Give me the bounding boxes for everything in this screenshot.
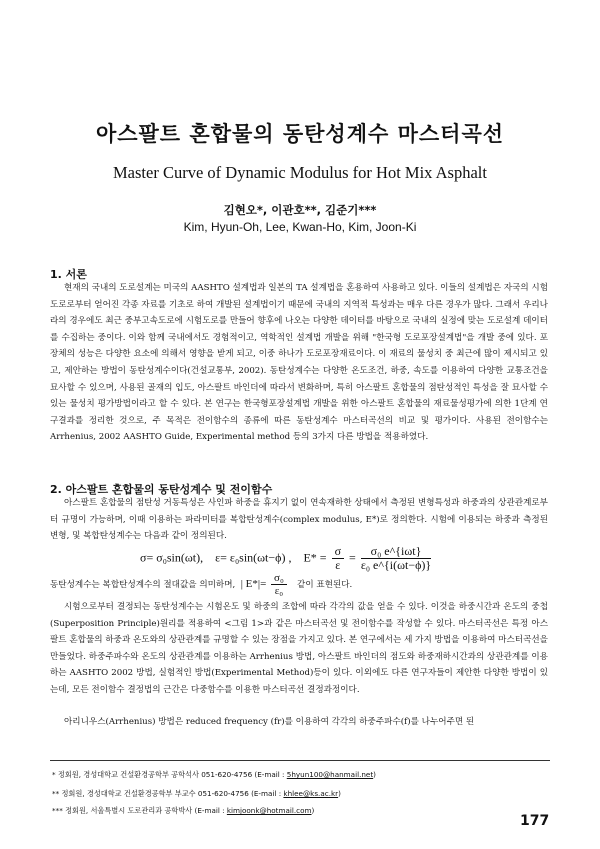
section-1-paragraph: 현재의 국내의 도로설계는 미국의 AASHTO 설계법과 일본의 TA 설계법을 혼용하여 사용하고 있다. 이들의 설계법은 자국의 시험도로로부터 얻어진 각종 자료를 기초로 하여 개발된 설계법이기 때문에 국내의 지역적 특성과는 매우 다른 경우가 많다. 그래서 우리나라의 경우에도 최근 중부고속도로에 시험도로를 만들어 향후에 나오는 다양한 데이터를 바탕으로 국내의 실정에 맞는 도로설계 데이터를 수집하는 중이다. 이와 함께 국내에서도 경험적이고, 역학적인 설계법 개발을 위해 "한국형 도로포장설계법"을 개발 중에 있다. 포장체의 성능은 다양한 요소에 의해서 영향을 받게 되고, 이중 하나가 도로포장재료이다. 이 재료의 물성치 중 최근에 많이 제시되고 있고, 제안하는 방법이 동탄성계수이다(건설교통부, 2002). 동탄성계수는 다양한 온도조건, 하중, 속도를 이용하여 다양한 교통조건을 묘사할 수 있으며, 사용된 골재의 입도, 아스팔트 바인더에 따라서 변화하며, 특히 아스팔트 혼합물의 점탄성적인 특성을 잘 묘사할 수 있는 물성치 평가방법이라고 할 수 있다. 본 연구는 한국형포장설계법 개발을 위한 아스팔트 혼합물의 재료물성평가에 의한 1단계 연구결과를 정리한 것으로, 주 목적은 전이함수의 종류에 따른 동탄성계수 마스터곡선의 비교 및 평가이다. 사용된 전이함수는 Arrhenius, 2002 AASHTO Guide, Experimental method 등의 3가지 다른 방법을 적용하였다. bbox=[50, 283, 548, 443]
equation-stress: σ= σ₀sin(ωt), bbox=[140, 550, 204, 565]
footnote-1 bbox=[52, 770, 376, 780]
footnote-3-text: *** 정회원, 서울특별시 도로관리과 공학박사 (E-mail : bbox=[52, 806, 227, 815]
equation-estar-label: E* = bbox=[303, 550, 327, 565]
abs-estar: | E*|= bbox=[240, 578, 267, 590]
section-1-heading: 1. 서론 bbox=[50, 268, 87, 281]
abs-ratio-num: σ₀ bbox=[271, 572, 287, 585]
footnote-3-email[interactable]: kimjoonk@hotmail.com bbox=[226, 806, 312, 815]
equation-exp-ratio bbox=[361, 545, 431, 572]
equation-ratio bbox=[332, 545, 344, 572]
dynamic-modulus-definition bbox=[50, 572, 352, 597]
abs-ratio-den: ε₀ bbox=[274, 585, 284, 597]
footnote-2 bbox=[52, 789, 341, 799]
equation-ratio-num: σ bbox=[332, 545, 344, 559]
equation-complex-modulus: σ= σ₀sin(ωt), ε= ε₀sin(ωt−ϕ) , E* = $\frac{\sigma}{\varepsilon}$ = $\frac{\text{σ₀ e\textasciicircum{}\{iωt\}}}{\text{ε₀ e\textasciicircum{}\{i(ωt−ϕ)\}}}$ bbox=[140, 544, 432, 572]
footnote-1-tail: ) bbox=[373, 770, 376, 779]
paper-title-korean: 아스팔트 혼합물의 동탄성계수 마스터곡선 bbox=[95, 122, 505, 146]
section-2-paragraph-3: 아리니우스(Arrhenius) 방법은 reduced frequency (fr)를 이용하여 각각의 하중주파수(f)를 나누어주면 된 bbox=[64, 717, 475, 727]
authors-korean: 김현오*, 이관호**, 김준기*** bbox=[223, 203, 377, 217]
footnote-2-email[interactable]: khlee@ks.ac.kr bbox=[283, 789, 339, 798]
footnote-3 bbox=[52, 806, 314, 816]
footnote-1-text: * 정회원, 경성대학교 건설환경공학부 공학석사 051-620-4756 (E-mail : bbox=[52, 770, 287, 779]
footnote-2-text: ** 정회원, 경성대학교 건설환경공학부 부교수 051-620-4756 (E-mail : bbox=[52, 789, 284, 798]
definition-suffix: 같이 표현된다. bbox=[297, 580, 353, 590]
footnote-3-tail: ) bbox=[311, 806, 315, 815]
equation-exp-num: σ₀ e^{iωt} bbox=[361, 545, 431, 559]
definition-prefix: 동탄성계수는 복합탄성계수의 절대값을 의미하며, bbox=[50, 580, 236, 590]
abs-ratio bbox=[271, 572, 287, 597]
section-2-paragraph-1: 아스팔트 혼합물의 점탄성 거동특성은 사인파 하중을 휴지기 없이 연속재하한 상태에서 측정된 변형특성과 하중과의 상관관계로부터 규명이 가능하며, 이때 이용하는 파라미터를 복합탄성계수(complex modulus, E*)로 정의한다. 시험에 이용되는 하중과 측정된 변형, 및 복합탄성계수는 다음과 같이 정의된다. bbox=[50, 498, 548, 542]
equation-exp-den: ε₀ e^{i(ωt−ϕ)} bbox=[360, 558, 432, 572]
section-2-heading: 2. 아스팔트 혼합물의 동탄성계수 및 전이함수 bbox=[50, 483, 273, 496]
paper-title-english: Master Curve of Dynamic Modulus for Hot Mix Asphalt bbox=[113, 163, 487, 182]
authors-english: Kim, Hyun-Oh, Lee, Kwan-Ho, Kim, Joon-Ki bbox=[183, 220, 417, 234]
footnote-1-email[interactable]: 5hyun100@hanmail.net bbox=[286, 770, 374, 779]
footnote-divider bbox=[50, 760, 550, 761]
equation-strain: ε= ε₀sin(ωt−ϕ) , bbox=[215, 550, 292, 565]
footnote-2-tail: ) bbox=[338, 789, 341, 798]
section-2-paragraph-2: 시험으로부터 결정되는 동탄성계수는 시험온도 및 하중의 조합에 따라 각각의 값을 얻을 수 있다. 이것을 하중시간과 온도의 중첩(Superposition Principle)원리를 적용하여 <그림 1>과 같은 마스터곡선 및 전이함수를 작성할 수 있다. 마스터곡선은 특정 아스팔트 혼합물의 하중과 온도와의 상관관계를 규명할 수 있는 장점을 가지고 있다. 본 연구에서는 세 가지 방법을 이용하여 마스터곡선을 만들었다. 하중주파수와 온도의 상관관계를 이용하는 Arrhenius 방법, 아스팔트 바인더의 점도와 하중재하시간과의 상관관계를 이용하는 AASHTO 2002 방법, 실험적인 방법(Experimental Method)등이 있다. 이외에도 다른 연구자들이 제안한 다양한 방법이 있는데, 모든 전이함수 결정법의 근간은 다중함수를 이용한 마스터곡선 결정과정이다. bbox=[50, 602, 548, 695]
equation-ratio-den: ε bbox=[335, 558, 341, 572]
page-number: 177 bbox=[520, 813, 550, 829]
